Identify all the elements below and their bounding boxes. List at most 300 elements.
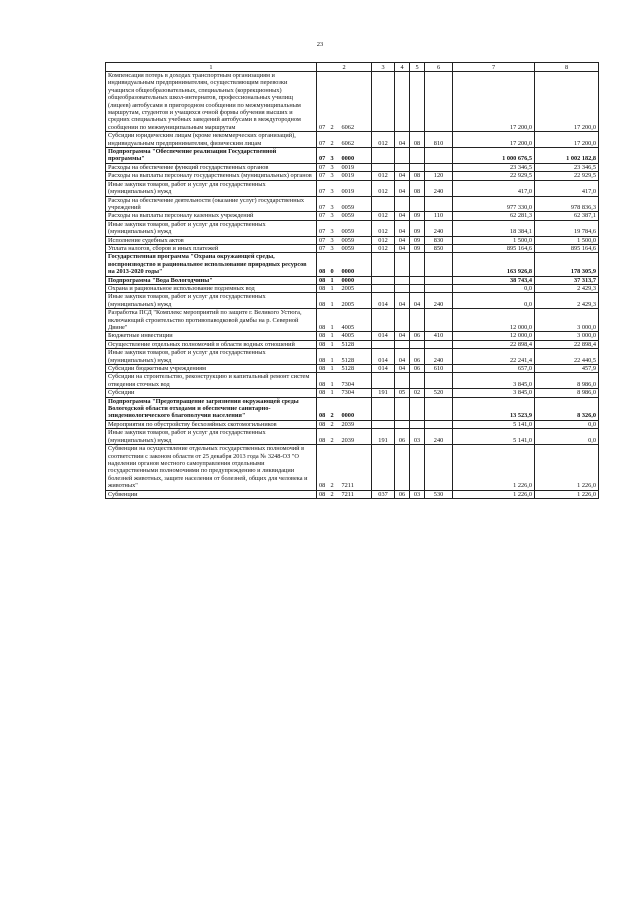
cell-c1: 08: [317, 373, 330, 389]
cell-c3: 2005: [341, 284, 372, 292]
cell-c2: 3: [330, 236, 341, 244]
cell-c2: 1: [330, 309, 341, 332]
cell-c1: 07: [317, 236, 330, 244]
cell-c1: 08: [317, 276, 330, 284]
cell-v1: 657,0: [453, 365, 535, 373]
cell-v2: 1 226,0: [535, 445, 599, 490]
cell-c1: 08: [317, 309, 330, 332]
cell-name: Субсидии на строительство, реконструкцию и капитальный ремонт систем отведения сточных вод: [106, 373, 317, 389]
cell-v2: 19 784,6: [535, 220, 599, 236]
cell-c5: [395, 284, 410, 292]
header-cell: 7: [453, 63, 535, 72]
cell-c2: 2: [330, 445, 341, 490]
cell-c3: 7304: [341, 373, 372, 389]
cell-c4: [372, 420, 395, 428]
cell-c1: 07: [317, 212, 330, 220]
cell-c7: [425, 163, 453, 171]
cell-v2: 417,0: [535, 180, 599, 196]
cell-c1: 08: [317, 420, 330, 428]
cell-c7: 240: [425, 220, 453, 236]
cell-c4: 014: [372, 332, 395, 340]
cell-c4: 191: [372, 389, 395, 397]
cell-c5: 04: [395, 293, 410, 309]
cell-name: Подпрограмма "Предотвращение загрязнения окружающей среды Вологодской области отходами и обеспечение санитарно-эпидемиологического благополучия населения": [106, 397, 317, 420]
cell-c6: [410, 340, 425, 348]
cell-c3: 0059: [341, 196, 372, 212]
cell-c4: 012: [372, 132, 395, 148]
cell-c4: 012: [372, 220, 395, 236]
cell-c3: 0019: [341, 172, 372, 180]
cell-v1: 5 141,0: [453, 420, 535, 428]
table-row: [106, 293, 599, 309]
cell-c1: 08: [317, 284, 330, 292]
cell-name: Иные закупки товаров, работ и услуг для государственных (муниципальных) нужд: [106, 293, 317, 309]
cell-c3: 6062: [341, 72, 372, 132]
cell-c3: 7211: [341, 490, 372, 498]
cell-v1: 22 898,4: [453, 340, 535, 348]
cell-v2: 8 326,0: [535, 397, 599, 420]
header-cell: 3: [372, 63, 395, 72]
cell-c1: 07: [317, 172, 330, 180]
cell-c1: 07: [317, 220, 330, 236]
table-row: [106, 397, 599, 420]
cell-c6: 06: [410, 332, 425, 340]
cell-c7: [425, 253, 453, 276]
cell-c1: 07: [317, 148, 330, 164]
cell-c4: [372, 72, 395, 132]
cell-c3: 5128: [341, 365, 372, 373]
cell-v2: 22 440,5: [535, 349, 599, 365]
cell-c3: 0059: [341, 244, 372, 252]
cell-c5: 04: [395, 212, 410, 220]
cell-c1: 07: [317, 196, 330, 212]
cell-c3: 0059: [341, 236, 372, 244]
cell-c7: 830: [425, 236, 453, 244]
cell-c4: 014: [372, 293, 395, 309]
cell-c3: 0000: [341, 397, 372, 420]
cell-c5: 04: [395, 365, 410, 373]
cell-c6: 02: [410, 389, 425, 397]
cell-name: Субсидии юридическим лицам (кроме некоммерческих организаций), индивидуальным предпринимателям, физическим лицам: [106, 132, 317, 148]
cell-c7: [425, 309, 453, 332]
cell-c2: 3: [330, 212, 341, 220]
cell-c5: [395, 163, 410, 171]
cell-c1: 08: [317, 253, 330, 276]
table-row: [106, 236, 599, 244]
cell-c1: 07: [317, 132, 330, 148]
table-row: [106, 244, 599, 252]
cell-name: Бюджетные инвестиции: [106, 332, 317, 340]
table-row: [106, 490, 599, 498]
cell-c4: [372, 253, 395, 276]
cell-c7: [425, 340, 453, 348]
cell-c7: 240: [425, 429, 453, 445]
cell-c6: [410, 445, 425, 490]
cell-v1: 1 226,0: [453, 445, 535, 490]
cell-c2: 2: [330, 72, 341, 132]
cell-v1: 1 226,0: [453, 490, 535, 498]
cell-c4: [372, 163, 395, 171]
table-row: [106, 220, 599, 236]
cell-c4: [372, 397, 395, 420]
cell-c2: 3: [330, 180, 341, 196]
cell-c2: 2: [330, 429, 341, 445]
cell-c4: 037: [372, 490, 395, 498]
cell-c3: 2039: [341, 429, 372, 445]
cell-c7: 240: [425, 293, 453, 309]
cell-c3: 4005: [341, 332, 372, 340]
cell-name: Расходы на выплаты персоналу государственных (муниципальных) органов: [106, 172, 317, 180]
table-row: [106, 180, 599, 196]
cell-c4: [372, 445, 395, 490]
cell-c5: 06: [395, 490, 410, 498]
cell-name: Мероприятия по обустройству бесхозяйных скотомогильников: [106, 420, 317, 428]
cell-c3: 7211: [341, 445, 372, 490]
cell-c1: 08: [317, 293, 330, 309]
cell-c2: 1: [330, 365, 341, 373]
cell-name: Разработка ПСД "Комплекс мероприятий по защите г. Великого Устюга, включающий строительство противопаводковой дамбы на р. Северной Двине": [106, 309, 317, 332]
cell-c7: 520: [425, 389, 453, 397]
cell-c6: 04: [410, 293, 425, 309]
cell-c2: 1: [330, 349, 341, 365]
cell-c1: 07: [317, 72, 330, 132]
cell-c6: [410, 253, 425, 276]
cell-name: Иные закупки товаров, работ и услуг для государственных (муниципальных) нужд: [106, 180, 317, 196]
cell-v1: 38 743,4: [453, 276, 535, 284]
cell-c5: 04: [395, 220, 410, 236]
cell-c2: 3: [330, 172, 341, 180]
cell-c7: 410: [425, 332, 453, 340]
cell-c4: 014: [372, 365, 395, 373]
cell-v2: 0,0: [535, 420, 599, 428]
page-number: 23: [316, 41, 324, 48]
header-cell: 1: [106, 63, 317, 72]
cell-c2: 2: [330, 420, 341, 428]
cell-c4: 012: [372, 180, 395, 196]
cell-c1: 08: [317, 349, 330, 365]
cell-c6: 03: [410, 490, 425, 498]
cell-c6: [410, 196, 425, 212]
cell-c6: 09: [410, 212, 425, 220]
cell-c2: 3: [330, 244, 341, 252]
cell-v2: 3 000,0: [535, 309, 599, 332]
cell-v2: 3 000,0: [535, 332, 599, 340]
cell-c5: [395, 72, 410, 132]
cell-v2: 22 929,5: [535, 172, 599, 180]
cell-v2: 8 986,0: [535, 373, 599, 389]
table-row: [106, 373, 599, 389]
cell-c6: 08: [410, 172, 425, 180]
cell-v1: 3 845,0: [453, 373, 535, 389]
cell-v2: 978 836,3: [535, 196, 599, 212]
cell-v2: 22 898,4: [535, 340, 599, 348]
cell-v1: 3 845,0: [453, 389, 535, 397]
cell-c7: [425, 276, 453, 284]
cell-c6: [410, 309, 425, 332]
cell-c4: [372, 284, 395, 292]
cell-v1: 17 200,0: [453, 132, 535, 148]
table-row: [106, 163, 599, 171]
cell-c2: 3: [330, 163, 341, 171]
cell-c6: 06: [410, 365, 425, 373]
cell-c5: [395, 445, 410, 490]
cell-name: Охрана и рациональное использование подземных вод: [106, 284, 317, 292]
cell-c2: 3: [330, 220, 341, 236]
cell-v1: 0,0: [453, 284, 535, 292]
cell-c6: 03: [410, 429, 425, 445]
cell-c7: [425, 397, 453, 420]
cell-c5: [395, 420, 410, 428]
cell-c1: 08: [317, 389, 330, 397]
cell-c5: 04: [395, 349, 410, 365]
cell-v2: 8 986,0: [535, 389, 599, 397]
cell-c3: 0000: [341, 148, 372, 164]
cell-c4: [372, 148, 395, 164]
cell-c7: 850: [425, 244, 453, 252]
cell-c7: [425, 284, 453, 292]
cell-c3: 2039: [341, 420, 372, 428]
cell-c2: 1: [330, 276, 341, 284]
cell-c7: 240: [425, 180, 453, 196]
cell-c3: 6062: [341, 132, 372, 148]
cell-c5: [395, 253, 410, 276]
table-row: [106, 445, 599, 490]
cell-name: Субсидии бюджетным учреждениям: [106, 365, 317, 373]
cell-v2: 178 305,9: [535, 253, 599, 276]
cell-c1: 08: [317, 429, 330, 445]
cell-c4: [372, 373, 395, 389]
table-row: [106, 212, 599, 220]
cell-c6: [410, 276, 425, 284]
cell-c4: [372, 340, 395, 348]
cell-c1: 07: [317, 180, 330, 196]
cell-c1: 07: [317, 244, 330, 252]
table-row: [106, 172, 599, 180]
table-row: [106, 420, 599, 428]
cell-v1: 12 000,0: [453, 309, 535, 332]
cell-c1: 07: [317, 163, 330, 171]
cell-name: Иные закупки товаров, работ и услуг для государственных (муниципальных) нужд: [106, 429, 317, 445]
cell-v1: 895 164,6: [453, 244, 535, 252]
cell-c3: 5128: [341, 349, 372, 365]
cell-c1: 08: [317, 397, 330, 420]
table-row: [106, 429, 599, 445]
cell-c5: 04: [395, 132, 410, 148]
cell-c5: [395, 148, 410, 164]
header-cell: 4: [395, 63, 410, 72]
budget-table: [105, 62, 599, 499]
cell-v1: 17 200,0: [453, 72, 535, 132]
cell-c5: 06: [395, 429, 410, 445]
cell-c7: 110: [425, 212, 453, 220]
cell-c3: 4005: [341, 309, 372, 332]
cell-v1: 163 926,8: [453, 253, 535, 276]
cell-c3: 0059: [341, 212, 372, 220]
cell-v1: 23 346,5: [453, 163, 535, 171]
table-header-row: [106, 63, 599, 72]
cell-c3: 2005: [341, 293, 372, 309]
cell-v1: 977 330,0: [453, 196, 535, 212]
cell-v2: 37 313,7: [535, 276, 599, 284]
cell-c6: [410, 148, 425, 164]
cell-c5: 04: [395, 180, 410, 196]
table-row: [106, 365, 599, 373]
cell-c2: 3: [330, 196, 341, 212]
cell-c6: [410, 163, 425, 171]
cell-name: Расходы на выплаты персоналу казенных учреждений: [106, 212, 317, 220]
cell-c6: 09: [410, 244, 425, 252]
cell-c3: 7304: [341, 389, 372, 397]
table-row: [106, 196, 599, 212]
cell-c2: 1: [330, 332, 341, 340]
cell-v2: 62 387,1: [535, 212, 599, 220]
cell-v2: 2 429,3: [535, 293, 599, 309]
cell-c5: [395, 196, 410, 212]
cell-v1: 417,0: [453, 180, 535, 196]
cell-c5: 05: [395, 389, 410, 397]
cell-c7: [425, 148, 453, 164]
cell-v2: 23 346,5: [535, 163, 599, 171]
cell-c1: 08: [317, 365, 330, 373]
cell-c6: [410, 373, 425, 389]
table-row: [106, 148, 599, 164]
cell-v2: 895 164,6: [535, 244, 599, 252]
cell-v1: 18 384,1: [453, 220, 535, 236]
cell-v1: 12 000,0: [453, 332, 535, 340]
cell-c5: 04: [395, 236, 410, 244]
cell-v1: 13 523,9: [453, 397, 535, 420]
cell-c4: 012: [372, 236, 395, 244]
cell-v2: 17 200,0: [535, 72, 599, 132]
cell-c5: [395, 309, 410, 332]
cell-c4: 012: [372, 244, 395, 252]
cell-c7: [425, 72, 453, 132]
table-row: [106, 72, 599, 132]
cell-c6: [410, 72, 425, 132]
cell-c2: 2: [330, 490, 341, 498]
cell-v2: 0,0: [535, 429, 599, 445]
cell-c4: [372, 276, 395, 284]
table-row: [106, 284, 599, 292]
cell-name: Расходы на обеспечение деятельности (оказание услуг) государственных учреждений: [106, 196, 317, 212]
cell-c4: [372, 309, 395, 332]
cell-c7: [425, 373, 453, 389]
cell-c3: 0000: [341, 253, 372, 276]
cell-v2: 1 002 182,8: [535, 148, 599, 164]
table-row: [106, 340, 599, 348]
cell-c5: 04: [395, 244, 410, 252]
cell-c5: [395, 276, 410, 284]
cell-c5: [395, 397, 410, 420]
table-row: [106, 253, 599, 276]
cell-c3: 0000: [341, 276, 372, 284]
cell-c2: 2: [330, 132, 341, 148]
cell-v1: 5 141,0: [453, 429, 535, 445]
cell-name: Исполнение судебных актов: [106, 236, 317, 244]
cell-c4: [372, 196, 395, 212]
cell-c2: 1: [330, 389, 341, 397]
cell-c3: 0019: [341, 163, 372, 171]
cell-name: Подпрограмма "Обеспечение реализации Государственной программы": [106, 148, 317, 164]
cell-c7: [425, 445, 453, 490]
header-cell: 2: [317, 63, 372, 72]
cell-name: Расходы на обеспечение функций государственных органов: [106, 163, 317, 171]
cell-c7: 240: [425, 349, 453, 365]
cell-c4: 012: [372, 172, 395, 180]
cell-c1: 08: [317, 490, 330, 498]
cell-c7: 810: [425, 132, 453, 148]
cell-c2: 3: [330, 148, 341, 164]
cell-name: Подпрограмма "Вода Вологодчины": [106, 276, 317, 284]
cell-c3: 0059: [341, 220, 372, 236]
cell-c7: 120: [425, 172, 453, 180]
cell-v2: 457,9: [535, 365, 599, 373]
cell-c1: 08: [317, 340, 330, 348]
cell-c7: 610: [425, 365, 453, 373]
cell-name: Компенсация потерь в доходах транспортным организациям и индивидуальным предпринимателям, осуществляющим перевозки учащихся общеобразовательных, специальных (коррекционных) общеобразовательных школ-интернатов, профессиональных училищ (лицеев) автобусами в пригородном сообщении по межмуниципальным маршрутам, студентов и учащихся очной формы обучения высших и средних специальных учебных заведений автобусами в междугородном сообщении по межмуниципальным маршрутам: [106, 72, 317, 132]
table-row: [106, 332, 599, 340]
cell-c3: 5128: [341, 340, 372, 348]
cell-c3: 0019: [341, 180, 372, 196]
header-cell: 8: [535, 63, 599, 72]
header-cell: 5: [410, 63, 425, 72]
cell-c6: 08: [410, 180, 425, 196]
cell-c6: 08: [410, 132, 425, 148]
cell-c2: 1: [330, 340, 341, 348]
table-row: [106, 276, 599, 284]
cell-c7: 530: [425, 490, 453, 498]
cell-c6: [410, 397, 425, 420]
cell-name: Иные закупки товаров, работ и услуг для государственных (муниципальных) нужд: [106, 220, 317, 236]
cell-name: Иные закупки товаров, работ и услуг для государственных (муниципальных) нужд: [106, 349, 317, 365]
cell-c2: 1: [330, 284, 341, 292]
cell-v1: 1 000 676,5: [453, 148, 535, 164]
cell-c2: 0: [330, 253, 341, 276]
cell-c1: 08: [317, 445, 330, 490]
cell-v1: 22 241,4: [453, 349, 535, 365]
cell-name: Субвенции на осуществление отдельных государственных полномочий в соответствии с законом области от 25 декабря 2013 года № 3248-ОЗ "О наделении органов местного самоуправления отдельными государственными полномочиями по предупреждению и ликвидации болезней животных, защите населения от болезней, общих для человека и животных": [106, 445, 317, 490]
cell-c5: 04: [395, 172, 410, 180]
cell-v1: 22 929,5: [453, 172, 535, 180]
cell-c4: 014: [372, 349, 395, 365]
table-row: [106, 349, 599, 365]
table-row: [106, 389, 599, 397]
cell-c2: 1: [330, 293, 341, 309]
cell-c6: 06: [410, 349, 425, 365]
cell-c1: 08: [317, 332, 330, 340]
cell-c6: [410, 284, 425, 292]
cell-v1: 1 500,0: [453, 236, 535, 244]
cell-c5: 04: [395, 332, 410, 340]
table-row: [106, 132, 599, 148]
cell-c5: [395, 340, 410, 348]
cell-name: Субвенции: [106, 490, 317, 498]
cell-v1: 62 281,3: [453, 212, 535, 220]
cell-name: Уплата налогов, сборов и иных платежей: [106, 244, 317, 252]
cell-v2: 1 500,0: [535, 236, 599, 244]
cell-c4: 191: [372, 429, 395, 445]
cell-c6: 09: [410, 236, 425, 244]
cell-v2: 17 200,0: [535, 132, 599, 148]
cell-v2: 1 226,0: [535, 490, 599, 498]
cell-c6: 09: [410, 220, 425, 236]
cell-v1: 0,0: [453, 293, 535, 309]
cell-name: Государственная программа "Охрана окружающей среды, воспроизводство и рациональное использование природных ресурсов на 2013-2020 годы": [106, 253, 317, 276]
cell-c2: 2: [330, 397, 341, 420]
cell-c7: [425, 420, 453, 428]
cell-c2: 1: [330, 373, 341, 389]
table-body: [106, 72, 599, 499]
